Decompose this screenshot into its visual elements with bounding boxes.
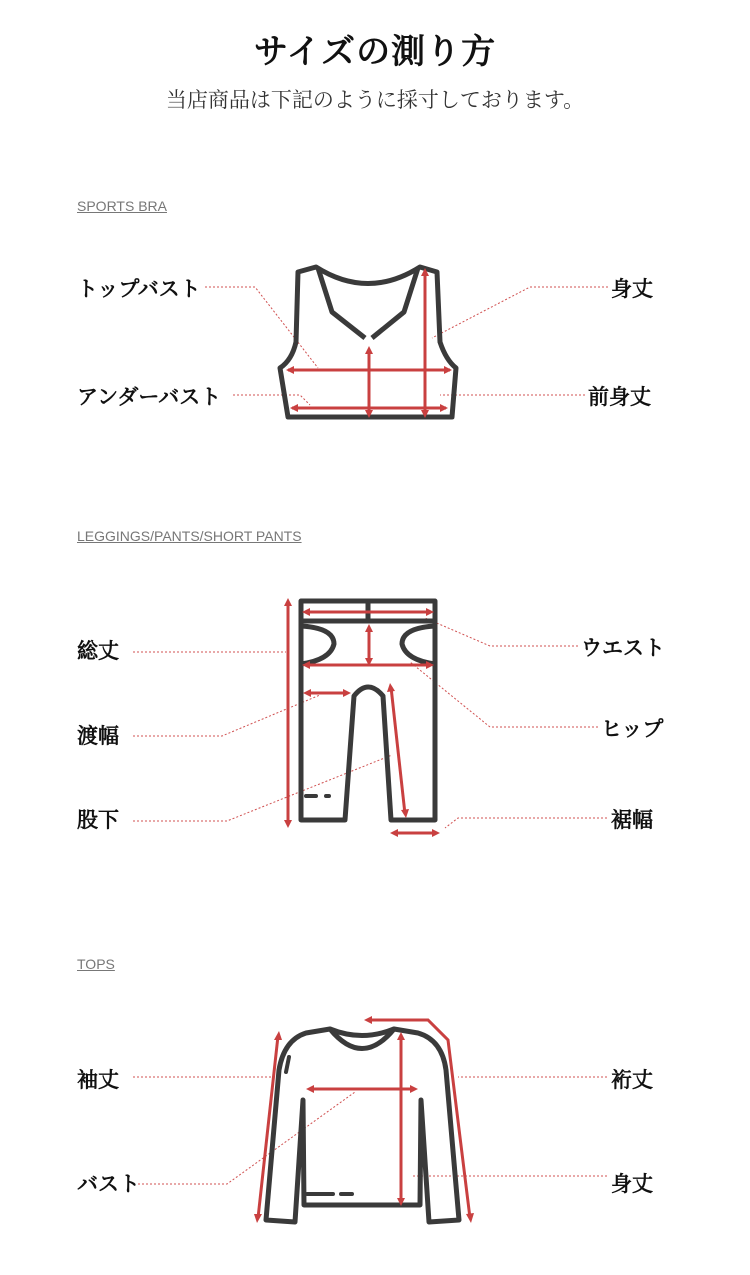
- section-heading-leggings: LEGGINGS/PANTS/SHORT PANTS: [77, 528, 302, 544]
- label-sleeve-from-center: 裄丈: [611, 1068, 653, 1092]
- label-bra-length: 身丈: [611, 277, 653, 301]
- label-bust: バスト: [77, 1172, 140, 1196]
- page-subtitle: 当店商品は下記のように採寸しております。: [165, 88, 585, 112]
- label-hip: ヒップ: [601, 717, 664, 741]
- label-waist: ウエスト: [581, 636, 665, 660]
- page-title: サイズの測り方: [253, 32, 497, 72]
- label-inseam: 股下: [77, 808, 119, 832]
- label-hem-width: 裾幅: [611, 808, 653, 832]
- section-heading-tops: TOPS: [77, 956, 115, 972]
- label-front-length: 前身丈: [588, 385, 651, 409]
- label-under-bust: アンダーバスト: [77, 385, 222, 409]
- label-total-length: 総丈: [77, 639, 119, 663]
- label-tops-length: 身丈: [611, 1172, 653, 1196]
- tops-diagram: [0, 1005, 750, 1235]
- label-thigh-width: 渡幅: [77, 724, 119, 748]
- label-top-bust: トップバスト: [77, 277, 201, 301]
- section-heading-sports-bra: SPORTS BRA: [77, 198, 167, 214]
- label-sleeve-length: 袖丈: [77, 1068, 119, 1092]
